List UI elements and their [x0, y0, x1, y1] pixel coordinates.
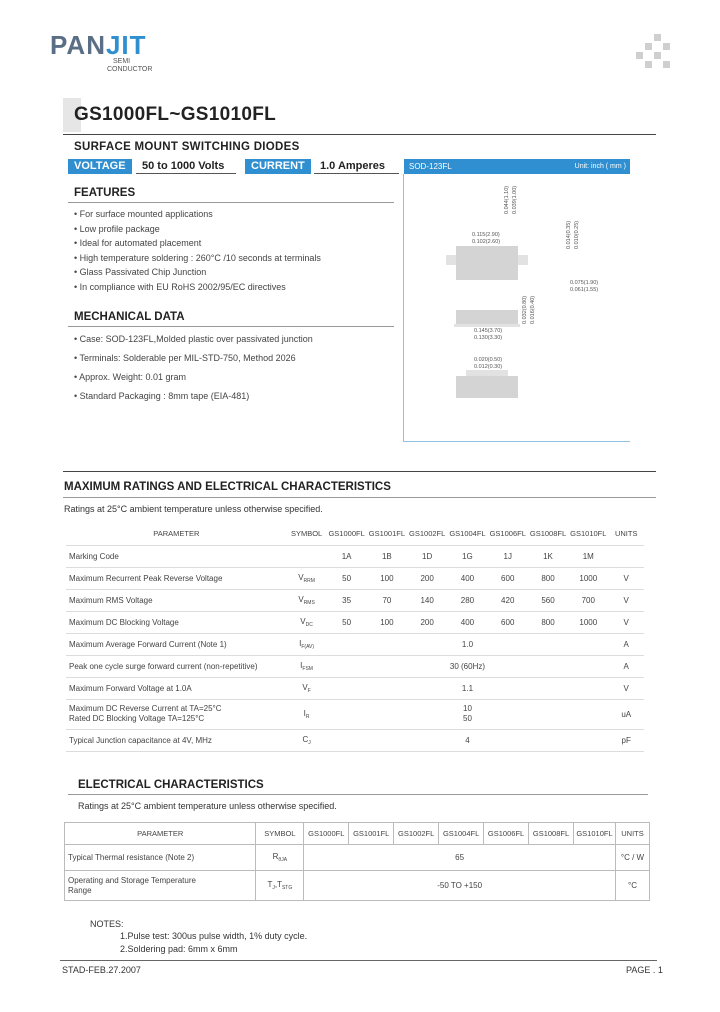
header-gs1010fl: GS1010FL [574, 823, 616, 845]
row-value: 100 [367, 611, 407, 633]
row-unit: A [608, 655, 644, 677]
row-param: Maximum Recurrent Peak Reverse Voltage [66, 567, 287, 589]
max-ratings-heading: MAXIMUM RATINGS AND ELECTRICAL CHARACTERISTICS [64, 481, 391, 493]
row-value: 200 [407, 567, 447, 589]
row-value: 1J [488, 545, 528, 567]
header-gs1000fl: GS1000FL [304, 823, 349, 845]
row-value: 10 50 [326, 699, 608, 729]
mechanical-list [74, 332, 313, 408]
header-gs1004fl: GS1004FL [439, 823, 484, 845]
table-row [65, 845, 650, 871]
header-gs1006fl: GS1006FL [488, 523, 528, 545]
footer-page: PAGE . 1 [626, 965, 663, 975]
footer-divider [60, 960, 657, 961]
max-ratings-table [66, 523, 644, 752]
diode-side-view [456, 310, 518, 324]
row-value: 700 [568, 589, 608, 611]
mechanical-item: • Standard Packaging : 8mm tape (EIA-481) [74, 389, 313, 404]
mechanical-heading: MECHANICAL DATA [74, 311, 185, 323]
decorative-squares-icon [636, 34, 676, 74]
row-value: 280 [447, 589, 487, 611]
dim-c-max: 0.014(0.35) [566, 220, 572, 249]
header-gs1008fl: GS1008FL [529, 823, 574, 845]
row-param: Typical Thermal resistance (Note 2) [65, 845, 256, 871]
row-value: 65 [304, 845, 616, 871]
row-value: 600 [488, 567, 528, 589]
elec-char-divider [68, 794, 648, 795]
max-ratings-divider [63, 497, 656, 498]
max-ratings-note: Ratings at 25°C ambient temperature unless otherwise specified. [64, 504, 323, 514]
dim-g-min: 0.012(0.30) [474, 364, 503, 370]
row-value: 4 [326, 729, 608, 751]
header-gs1002fl: GS1002FL [394, 823, 439, 845]
dim-e-max: 0.032(0.80) [522, 295, 528, 324]
row-param: Maximum Average Forward Current (Note 1) [66, 633, 287, 655]
package-bar [404, 159, 630, 174]
header-parameter: PARAMETER [66, 523, 287, 545]
header-units: UNITS [615, 823, 649, 845]
dim-f-max: 0.145(3.70) [474, 328, 503, 334]
header-symbol: SYMBOL [256, 823, 304, 845]
diode-top-view [456, 246, 518, 280]
row-value: 420 [488, 589, 528, 611]
header-gs1001fl: GS1001FL [349, 823, 394, 845]
diode-bottom-view [456, 376, 518, 398]
diode-bottom-pad [466, 370, 508, 376]
features-divider [68, 202, 394, 203]
dim-f-min: 0.130(3.30) [474, 335, 503, 341]
row-symbol: $T_J,T_{STG}$ [256, 871, 304, 901]
row-value: 50 [326, 611, 366, 633]
row-value: 35 [326, 589, 366, 611]
table-row [66, 729, 644, 751]
table-row [66, 677, 644, 699]
row-unit: V [608, 589, 644, 611]
header-symbol: SYMBOL [287, 523, 327, 545]
row-value: 560 [528, 589, 568, 611]
row-symbol: $I_R$ [287, 699, 327, 729]
feature-item: • Low profile package [74, 222, 321, 237]
product-subtitle: SURFACE MOUNT SWITCHING DIODES [74, 141, 300, 153]
row-value: -50 TO +150 [304, 871, 616, 901]
header-units: UNITS [608, 523, 644, 545]
table-row [66, 699, 644, 729]
mechanical-item: • Case: SOD-123FL,Molded plastic over passivated junction [74, 332, 313, 347]
row-unit: pF [608, 729, 644, 751]
row-unit: °C / W [615, 845, 649, 871]
header-gs1006fl: GS1006FL [484, 823, 529, 845]
logo-sub-conductor: CONDUCTOR [107, 66, 153, 73]
package-name: SOD-123FL [409, 162, 452, 171]
features-list [74, 207, 321, 294]
dim-a-max: 0.115(2.90) [472, 232, 500, 238]
current-label: CURRENT [245, 159, 311, 174]
package-unit: Unit: inch ( mm ) [574, 163, 626, 170]
row-value: 1.0 [326, 633, 608, 655]
row-value: 1G [447, 545, 487, 567]
row-param: Maximum Forward Voltage at 1.0A [66, 677, 287, 699]
row-value: 70 [367, 589, 407, 611]
row-value: 400 [447, 567, 487, 589]
package-drawing [403, 174, 630, 442]
table-row [66, 567, 644, 589]
table-row [66, 611, 644, 633]
row-symbol: $V_{DC}$ [287, 611, 327, 633]
row-symbol: $I_{F(AV)}$ [287, 633, 327, 655]
dim-b-min: 0.039(1.00) [512, 185, 518, 214]
page-title: GS1000FL~GS1010FL [74, 104, 277, 125]
row-value: 1.1 [326, 677, 608, 699]
title-divider [63, 134, 656, 135]
footer-date: STAD-FEB.27.2007 [62, 965, 141, 975]
max-ratings-top-divider [63, 471, 656, 472]
company-logo [50, 30, 147, 61]
diode-lead-left [446, 255, 456, 265]
header-gs1002fl: GS1002FL [407, 523, 447, 545]
table-row [66, 545, 644, 567]
row-symbol [287, 545, 327, 567]
mechanical-item: • Approx. Weight: 0.01 gram [74, 370, 313, 385]
row-symbol: $V_{RMS}$ [287, 589, 327, 611]
diode-side-leads [454, 324, 520, 327]
row-param: Peak one cycle surge forward current (non-repetitive) [66, 655, 287, 677]
note-item: 1.Pulse test: 300us pulse width, 1% duty cycle. [120, 931, 308, 941]
table-header-row [65, 823, 650, 845]
row-symbol: $R_{\theta JA}$ [256, 845, 304, 871]
header-gs1010fl: GS1010FL [568, 523, 608, 545]
row-value: 140 [407, 589, 447, 611]
row-unit: °C [615, 871, 649, 901]
feature-item: • High temperature soldering : 260°C /10 seconds at terminals [74, 251, 321, 266]
elec-char-heading: ELECTRICAL CHARACTERISTICS [78, 779, 264, 791]
row-value: 1000 [568, 611, 608, 633]
features-heading: FEATURES [74, 187, 136, 199]
header-gs1000fl: GS1000FL [326, 523, 366, 545]
table-row [65, 871, 650, 901]
row-value: 200 [407, 611, 447, 633]
row-unit: A [608, 633, 644, 655]
row-symbol: $C_J$ [287, 729, 327, 751]
logo-subtitle [107, 58, 152, 74]
row-value: 1B [367, 545, 407, 567]
dim-d-min: 0.061(1.55) [570, 287, 599, 293]
feature-item: • In compliance with EU RoHS 2002/95/EC directives [74, 280, 321, 295]
row-unit: V [608, 611, 644, 633]
row-param: Operating and Storage Temperature Range [65, 871, 256, 901]
feature-item: • Ideal for automated placement [74, 236, 321, 251]
table-header-row [66, 523, 644, 545]
diode-lead-right [518, 255, 528, 265]
dim-b-max: 0.044(1.10) [504, 185, 510, 214]
row-symbol: $I_{FSM}$ [287, 655, 327, 677]
row-value: 1D [407, 545, 447, 567]
mechanical-divider [68, 326, 394, 327]
table-row [66, 655, 644, 677]
header-gs1008fl: GS1008FL [528, 523, 568, 545]
row-param: Marking Code [66, 545, 287, 567]
row-value: 600 [488, 611, 528, 633]
current-value: 1.0 Amperes [314, 159, 399, 174]
header-gs1001fl: GS1001FL [367, 523, 407, 545]
row-value: 800 [528, 611, 568, 633]
dim-e-min: 0.016(0.40) [530, 295, 536, 324]
row-value: 1A [326, 545, 366, 567]
row-value: 1000 [568, 567, 608, 589]
row-value: 1K [528, 545, 568, 567]
row-param: Maximum RMS Voltage [66, 589, 287, 611]
dim-g-max: 0.020(0.50) [474, 357, 503, 363]
row-param: Typical Junction capacitance at 4V, MHz [66, 729, 287, 751]
logo-pan: PAN [50, 30, 106, 60]
header-parameter: PARAMETER [65, 823, 256, 845]
note-item: 2.Soldering pad: 6mm x 6mm [120, 944, 238, 954]
voltage-value: 50 to 1000 Volts [136, 159, 236, 174]
feature-item: • For surface mounted applications [74, 207, 321, 222]
dim-c-min: 0.010(0.25) [574, 220, 580, 249]
row-value: 400 [447, 611, 487, 633]
table-row [66, 633, 644, 655]
row-unit: V [608, 567, 644, 589]
logo-jit: JIT [105, 30, 147, 60]
row-unit [608, 545, 644, 567]
elec-char-table [64, 822, 650, 901]
row-value: 100 [367, 567, 407, 589]
voltage-label: VOLTAGE [68, 159, 132, 174]
dim-d-max: 0.075(1.90) [570, 280, 599, 286]
mechanical-item: • Terminals: Solderable per MIL-STD-750, Method 2026 [74, 351, 313, 366]
row-value: 30 (60Hz) [326, 655, 608, 677]
header-gs1004fl: GS1004FL [447, 523, 487, 545]
notes-label: NOTES: [90, 919, 124, 929]
row-value: 1M [568, 545, 608, 567]
table-row [66, 589, 644, 611]
row-param: Maximum DC Reverse Current at TA=25°C Rated DC Blocking Voltage TA=125°C [66, 699, 287, 729]
row-value: 800 [528, 567, 568, 589]
feature-item: • Glass Passivated Chip Junction [74, 265, 321, 280]
dim-a-min: 0.102(2.60) [472, 239, 501, 245]
row-value: 50 [326, 567, 366, 589]
row-param: Maximum DC Blocking Voltage [66, 611, 287, 633]
logo-sub-semi: SEMI [113, 58, 131, 65]
row-symbol: $V_{RRM}$ [287, 567, 327, 589]
row-symbol: $V_F$ [287, 677, 327, 699]
row-unit: V [608, 677, 644, 699]
row-unit: uA [608, 699, 644, 729]
elec-char-note: Ratings at 25°C ambient temperature unless otherwise specified. [78, 801, 337, 811]
